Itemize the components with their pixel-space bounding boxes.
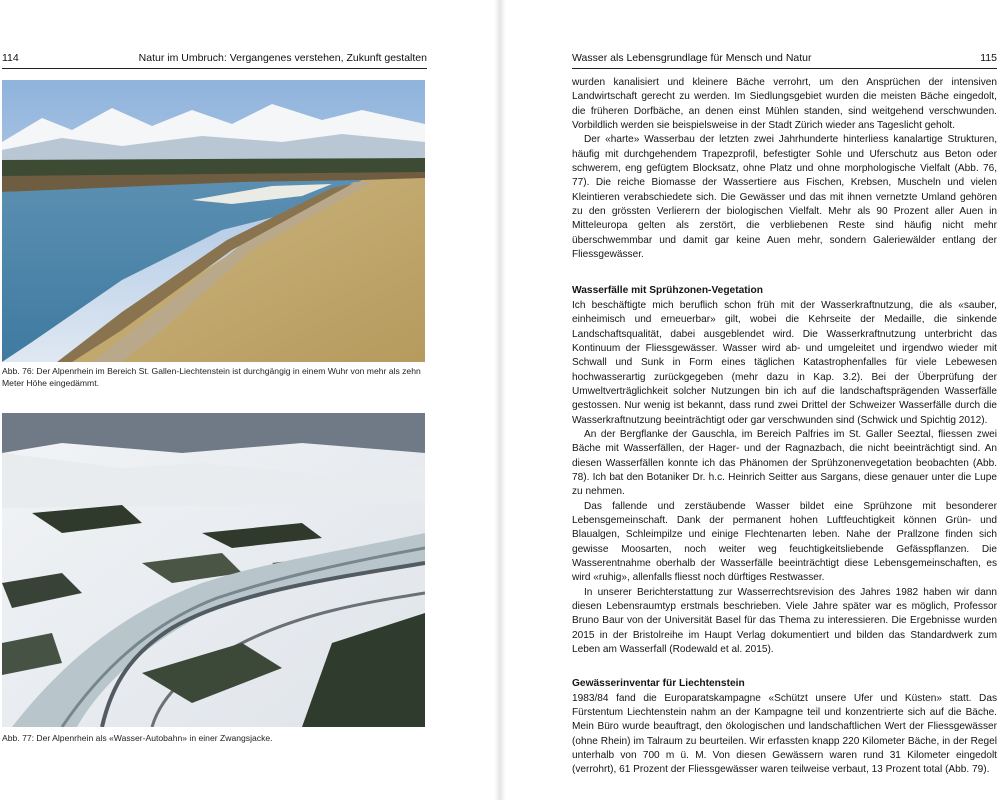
figure-76-caption: Abb. 76: Der Alpenrhein im Bereich St. Gallen-Liechtenstein ist durchgängig in einem Wuhr von mehr als zehn Meter Höhe eingedämmt. xyxy=(2,366,421,388)
right-running-title: Wasser als Lebensgrundlage für Mensch und Natur xyxy=(572,52,812,64)
body-paragraph: wurden kanalisiert und kleinere Bäche verrohrt, um den Ansprüchen der intensiven Landwirtschaft gerecht zu werden. Im Siedlungsgebiet wurden die meisten Bäche eingedolt, die früheren Dorfbäche, an denen einst Mühlen standen, sind weitgehend verschwunden. Vorbildlich werden sie beispielsweise in der Stadt Zürich wieder ans Tageslicht geholt. xyxy=(572,77,997,132)
right-page xyxy=(500,0,1000,800)
photo-alpenrhein-aerial xyxy=(2,413,425,727)
left-page-number: 114 xyxy=(2,52,19,64)
body-paragraph: Das fallende und zerstäubende Wasser bildet eine Sprühzone mit besonderer Lebensgemeinschaft. Dank der permanent hohen Luftfeuchtigkeit können Grün- und Blaualgen, Schleimpilze und einige Flechtenarten leben. Nahe der Prallzone finden sich gewisse Moosarten, noch weiter weg feuchtigkeitsliebende Gefässpflanzen. Die Wasserentnahme oberhalb der Wasserfälle beeinträchtigt diese Lebensgemeinschaften, es wird «ruhig», allenfalls fliesst noch dürftiges Restwasser. xyxy=(572,500,997,584)
right-page-header xyxy=(572,51,997,69)
body-text-column xyxy=(572,76,997,778)
left-page-header xyxy=(2,51,427,69)
figure-77-caption: Abb. 77: Der Alpenrhein als «Wasser-Autobahn» in einer Zwangsjacke. xyxy=(2,733,273,743)
body-paragraph: 1983/84 fand die Europaratskampagne «Schützt unsere Ufer und Küsten» statt. Das Fürstentum Liechtenstein nahm an der Kampagne teil und konzentrierte sich auf die Bäche. Mein Büro wurde beauftragt, den ökologischen und landschaftlichen Wert der Fliessgewässer (ohne Rhein) im Talraum zu beurteilen. Wir erfassten knapp 220 Kilometer Bäche, in der Regel unterhalb von 700 m ü. M. Von diesen Gewässern waren rund 31 Kilometer eingedolt (verrohrt), 61 Prozent der Fliessgewässer waren teilweise verbaut, 13 Prozent total (Abb. 79). xyxy=(572,692,997,776)
section-heading-inventory: Gewässerinventar für Liechtenstein xyxy=(572,678,745,690)
right-page-number: 115 xyxy=(980,52,997,64)
body-paragraph: An der Bergflanke der Gauschla, im Bereich Palfries im St. Galler Seeztal, fliessen zwei Bäche mit Wasserfällen, der Hager- und der Ragnazbach, die nicht beeinträchtigt sind. An diesen Wasserfällen konnte ich das Phänomen der Sprühzonenvegetation beobachten (Abb. 78). Ich bat den Botaniker Dr. h.c. Heinrich Seitter aus Sargans, diese genauer unter die Lupe zu nehmen. xyxy=(572,428,997,498)
body-paragraph: In unserer Berichterstattung zur Wasserrechtsrevision des Jahres 1982 haben wir dann diesen Lebensraumtyp erstmals beschrieben. Viele Jahre später war es möglich, Professor Bruno Baur von der Universität Basel für das Thema zu interessieren. Die Ergebnisse wurden 2015 in der Bristolreihe im Haupt Verlag dokumentiert und bilden das Standardwerk zum Leben am Wasserfall (Rodewald et al. 2015). xyxy=(572,586,997,656)
section-heading-waterfalls: Wasserfälle mit Sprühzonen-Vegetation xyxy=(572,285,763,297)
left-running-title: Natur im Umbruch: Vergangenes verstehen, Zukunft gestalten xyxy=(138,52,427,64)
body-paragraph: Der «harte» Wasserbau der letzten zwei Jahrhunderte hinterliess kanalartige Strukturen, häufig mit durchgehendem Trapezprofil, befestigter Sohle und Uferschutz aus Beton oder schwerem, eng gefügtem Blocksatz, ohne Platz und ohne morphologische Vielfalt (Abb. 76, 77). Die reiche Biomasse der Wassertiere aus Fischen, Krebsen, Muscheln und vielen Kleintieren verabschiedete sich. Die Gewässer und das mit ihnen vernetzte Umland gehören zu den grössten Verlierern der biologischen Vielfalt. Mehr als 90 Prozent aller Auen in Mitteleuropa gelten als zerstört, die verbliebenen Reste sind häufig nicht mehr überschwemmbar und damit gar keine Auen mehr, sondern Galeriewälder entlang der Fliessgewässer. xyxy=(572,134,997,261)
body-paragraph: Ich beschäftigte mich beruflich schon früh mit der Wasserkraftnutzung, die als «sauber, einheimisch und erneuerbar» gilt, wobei die Kehrseite der Medaille, die sinkende Landschaftsqualität, dabei ausgeblendet wird. Die Wasserkraftnutzung unterbricht das Kontinuum der Fliessgewässer. Wasser wird ab- und umgeleitet und irgendwo wieder mit Schwall und Sunk in Form eines täglichen Katastrophenfalles für viele Lebewesen hochwasserartig zurückgegeben (mehr dazu in Kap. 3.2). Bei der Überprüfung der Umweltverträglichkeit solcher Nutzungen bin ich auf die landschaftsprägenden Wasserfälle gestossen. Nur wenig ist bekannt, dass rund zwei Drittel der Schweizer Wasserfälle durch die Wasserkraftnutzung beeinträchtigt oder gar verschwunden sind (Schwick und Spichtig 2012). xyxy=(572,299,997,426)
photo-alpenrhein-dam xyxy=(2,80,425,362)
